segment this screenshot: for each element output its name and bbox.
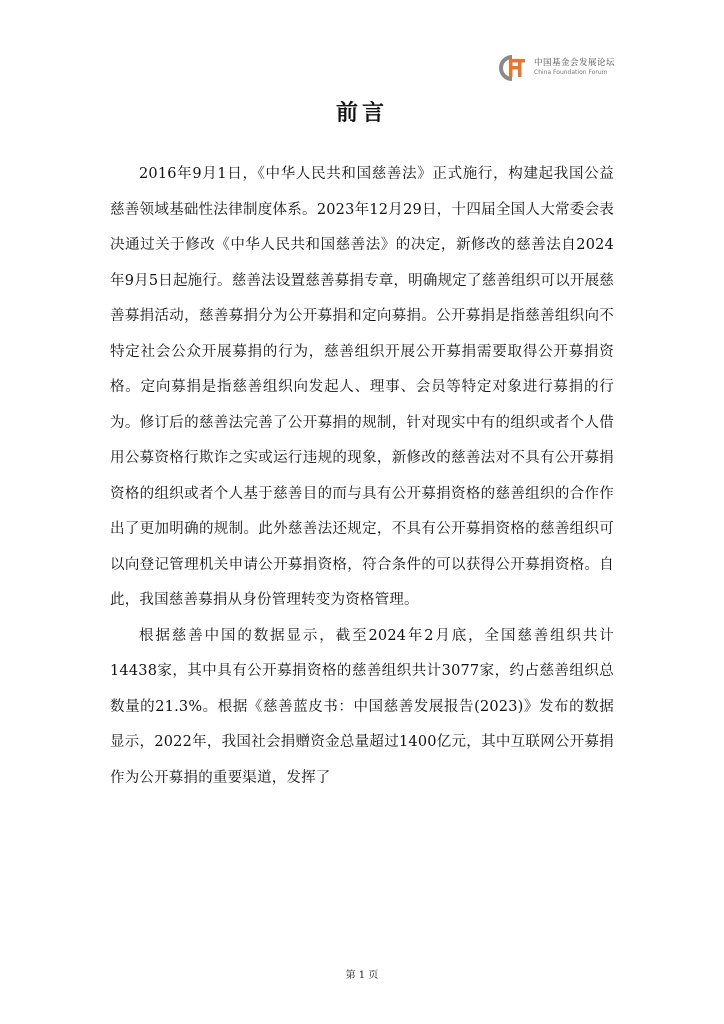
paragraph-2: 根据慈善中国的数据显示，截至2024年2月底，全国慈善组织共计14438家，其中具有公开募捐资格的慈善组织共计3077家，约占慈善组织总数量的21.3%。根据《慈善蓝皮书：中国慈善发展报告(2023)》发布的数据显示，2022年，我国社会捐赠资金总量超过1400亿元，其中互联网公开募捐作为公开募捐的重要渠道，发挥了 (110, 627, 614, 786)
page-number: 第 1 页 (345, 970, 379, 981)
paragraph-1: 2016年9月1日，《中华人民共和国慈善法》正式施行，构建起我国公益慈善领域基础性法律制度体系。2023年12月29日，十四届全国人大常委会表决通过关于修改《中华人民共和国慈善法》的决定，新修改的慈善法自2024年9月5日起施行。慈善法设置慈善募捐专章，明确规定了慈善组织可以开展慈善募捐活动，慈善募捐分为公开募捐和定向募捐。公开募捐是指慈善组织向不特定社会公众开展募捐的行为，慈善组织开展公开募捐需要取得公开募捐资格。定向募捐是指慈善组织向发起人、理事、会员等特定对象进行募捐的行为。修订后的慈善法完善了公开募捐的规制，针对现实中有的组织或者个人借用公募资格行欺诈之实或运行违规的现象，新修改的慈善法对不具有公开募捐资格的组织或者个人基于慈善目的而与具有公开募捐资格的慈善组织的合作作出了更加明确的规制。此外慈善法还规定，不具有公开募捐资格的慈善组织可以向登记管理机关申请公开募捐资格，符合条件的可以获得公开募捐资格。自此，我国慈善募捐从身份管理转变为资格管理。 (110, 166, 614, 608)
forum-logo-mark-icon (496, 54, 530, 82)
page-title: 前言 (335, 101, 388, 126)
body-text (110, 157, 614, 796)
logo-chinese-text: 中国基金会发展论坛 (534, 58, 616, 68)
logo-english-text: China Foundation Forum (534, 69, 608, 76)
forum-logo (496, 54, 656, 82)
